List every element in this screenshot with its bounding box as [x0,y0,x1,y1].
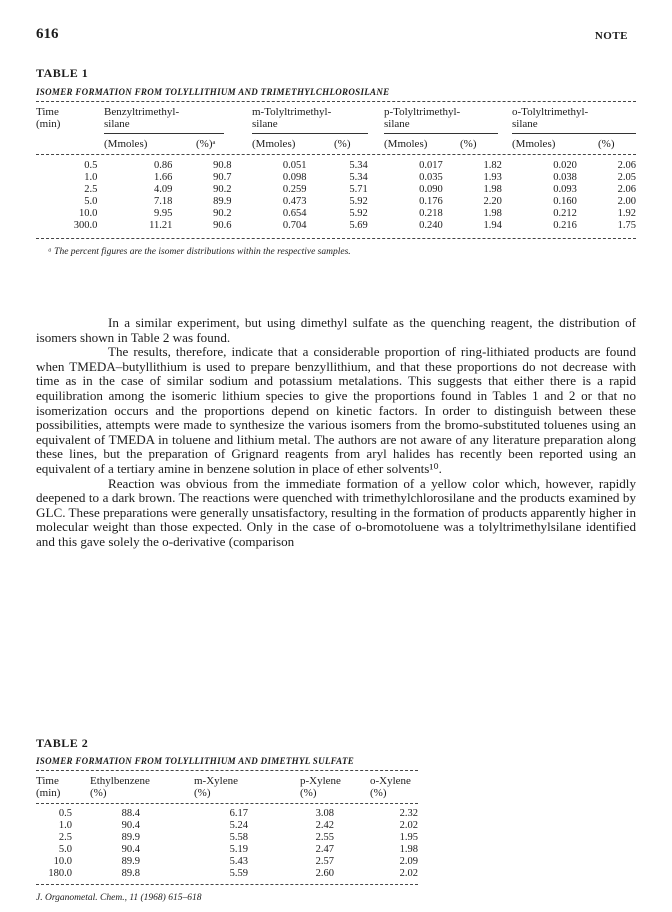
table2-row [36,832,418,844]
table1-cell: 0.160 [553,196,577,207]
table1-sub-mmol-1: (Mmoles) [104,138,148,150]
table2-cell: 90.4 [121,820,140,831]
table1-sub-pct-4: (%) [598,138,615,150]
body-paragraph-1: In a similar experiment, but using dimethyl sulfate as the quenching reagent, the distribution of isomers shown in Table 2 was found. [36,315,636,345]
table2-cell: 5.19 [229,844,248,855]
table1-cell: 0.090 [419,184,443,195]
table1-benzyl-header-line2: silane [104,118,130,130]
table1-row [36,160,636,172]
table1-cell: 0.259 [282,184,307,195]
table2-caption: ISOMER FORMATION FROM TOLYLLITHIUM AND DIMETHYL SULFATE [36,756,355,766]
table1-sub-pct-3: (%) [460,138,477,150]
table1-cell: 90.2 [213,208,232,219]
table1-meta-header-line1: m-Tolyltrimethyl- [252,106,332,118]
table2-cell: 90.4 [121,844,140,855]
table1-cell: 1.66 [153,172,173,183]
table1-cell: 1.98 [483,208,502,219]
table2-label: TABLE 2 [36,736,89,750]
table1-cell: 5.34 [349,172,368,183]
table2-bottom-rule [36,884,418,885]
table2-cell: 89.9 [121,832,140,843]
table1-cell: 0.035 [419,172,443,183]
table1-meta-underline [252,133,368,134]
table1-para-header [384,106,460,130]
table1-bottom-rule [36,238,636,239]
table2-cell: 5.59 [229,868,248,879]
table2-mxylene-header-line2: (%) [194,787,211,799]
table2-mxylene-header-line1: m-Xylene [194,775,238,787]
table2-cell: 88.4 [121,808,140,819]
table1-para-header-line1: p-Tolyltrimethyl- [384,106,461,118]
table1-cell: 2.06 [617,184,636,195]
body-paragraph-3: Reaction was obvious from the immediate formation of a yellow color which, however, rapidly deepened to a dark brown. The reactions were quenched with trimethylchlorosilane and the products examined by GLC. These preparations were generally unsatisfactory, resulting in the formation of products apparently higher in molecular weight than those expected. Only in the case of o-bromotoluene was a tolyltrimethylsilane identified and this gave solely the o-derivative (comparison [36,475,636,549]
table1-cell: 90.7 [213,172,232,183]
table1-para-header-line2: silane [384,118,410,130]
table2-top-rule [36,770,418,771]
table2-oxylene-header-line1: o-Xylene [370,775,411,787]
table2-cell: 1.0 [58,820,72,831]
table2-cell: 3.08 [315,808,334,819]
table2-cell: 2.5 [58,832,72,843]
table1-cell: 1.92 [617,208,636,219]
table1-header-rule [36,154,636,155]
table2-row [36,856,418,868]
table2-header-rule [36,803,418,804]
table2-oxylene-header-line2: (%) [370,787,387,799]
table2-cell: 2.60 [315,868,334,879]
table1-cell: 0.212 [553,208,577,219]
table1-cell: 1.75 [617,220,636,231]
table1-cell: 2.00 [617,196,636,207]
table1-cell: 0.654 [282,208,307,219]
table1-cell: 0.704 [282,220,307,231]
table1-ortho-header [512,106,588,130]
table1-cell: 1.82 [483,160,502,171]
table1-cell: 5.34 [349,160,368,171]
table1-sub-pct-2: (%) [334,138,351,150]
table1-cell: 0.240 [419,220,443,231]
table2-cell: 2.02 [399,868,418,879]
table1-cell: 0.017 [419,160,443,171]
table2-cell: 2.42 [315,820,334,831]
table2-pxylene-header-line2: (%) [300,787,317,799]
table1-cell: 1.0 [84,172,98,183]
table1-cell: 0.176 [419,196,443,207]
table1-body [36,160,636,232]
table1-cell: 0.051 [282,160,307,171]
table2-row [36,844,418,856]
table1-cell: 5.0 [84,196,98,207]
table1-cell: 1.93 [483,172,502,183]
table2-cell: 1.95 [399,832,418,843]
table1-benzyl-header [104,106,179,130]
table2-cell: 2.47 [315,844,334,855]
table2-cell: 10.0 [53,856,72,867]
table1-meta-header [252,106,331,130]
table1-cell: 2.5 [84,184,98,195]
table1-cell: 2.06 [617,160,636,171]
table1-cell: 0.218 [419,208,443,219]
table2-oxylene-header [370,775,411,799]
table1-cell: 0.216 [553,220,577,231]
table2-time-header [36,775,60,799]
table1-benzyl-header-line1: Benzyltrimethyl- [104,106,180,118]
table2-time-header-line2: (min) [36,787,61,799]
table1-cell: 300.0 [73,220,98,231]
journal-citation: J. Organometal. Chem., 11 (1968) 615–618 [36,893,202,903]
table1-row [36,184,636,196]
table1-row [36,208,636,220]
table1-top-rule [36,101,636,102]
table1-cell: 4.09 [153,184,173,195]
table1-cell: 10.0 [78,208,98,219]
table1-cell: 90.6 [213,220,232,231]
table2-cell: 2.09 [399,856,418,867]
table1-cell: 90.8 [213,160,232,171]
table2-cell: 1.98 [399,844,418,855]
table1-time-header-line2: (min) [36,118,61,130]
table2-cell: 2.57 [315,856,334,867]
table2-mxylene-header [194,775,238,799]
table2-cell: 89.8 [121,868,140,879]
table2-row [36,868,418,880]
table2-cell: 2.02 [399,820,418,831]
table2-cell: 2.32 [399,808,418,819]
table1-cell: 5.69 [349,220,368,231]
table2-cell: 5.24 [229,820,248,831]
table1-label: TABLE 1 [36,66,89,80]
table1-footnote: ᵃ The percent figures are the isomer distributions within the respective samples. [48,247,351,257]
table2-pxylene-header-line1: p-Xylene [300,775,341,787]
table2-cell: 5.58 [229,832,248,843]
section-label: NOTE [594,30,628,42]
table1-cell: 1.98 [483,184,502,195]
table1-meta-header-line2: silane [252,118,278,130]
table1-cell: 2.20 [483,196,502,207]
table1-cell: 0.038 [553,172,577,183]
body-text [36,316,636,550]
table1-cell: 9.95 [153,208,173,219]
table2-pxylene-header [300,775,341,799]
table1-cell: 1.94 [483,220,502,231]
table1-cell: 0.5 [84,160,98,171]
table1-caption: ISOMER FORMATION FROM TOLYLLITHIUM AND TRIMETHYLCHLOROSILANE [36,87,390,97]
table1-sub-mmol-3: (Mmoles) [384,138,428,150]
table1-cell: 5.92 [349,208,368,219]
table2-row [36,820,418,832]
table1-cell: 5.71 [349,184,368,195]
table1-cell: 11.21 [149,220,173,231]
page-number: 616 [36,26,59,42]
body-paragraph-2: The results, therefore, indicate that a considerable proportion of ring-lithiated products are found when TMEDA–butyllithium is used to prepare benzyllithium, and that these proportions do not decrease with time as in the case of similar sodium and potassium metalations. This suggests that either there is a rapid equilibration among the isomeric lithium species to give the proportions found in Tables 1 and 2 or that no isomerization occurs and the proportions depend on kinetic factors. In order to distinguish between these possibilities, attempts were made to synthesize the various isomers from the bromo-substituted toluenes using an equivalent of TMEDA in toluene and lithium metal. The authors are not aware of any literature preparation along these lines, but the preparation of Grignard reagents from aryl halides has recently been reported using an equivalent of a tertiary amine in benzene solution in place of ether solvents¹⁰. [36,344,636,476]
table2-cell: 5.43 [229,856,248,867]
table1-time-header [36,106,60,130]
table1-row [36,172,636,184]
table1-cell: 0.098 [282,172,307,183]
table1-sub-mmol-2: (Mmoles) [252,138,296,150]
table1-sub-pct-1: (%)ᵃ [196,138,216,150]
table1-para-underline [384,133,498,134]
table1-cell: 90.2 [213,184,232,195]
table1-cell: 7.18 [153,196,173,207]
table2-cell: 0.5 [58,808,72,819]
table1-benzyl-underline [104,133,224,134]
table2-cell: 180.0 [48,868,72,879]
table2-cell: 5.0 [58,844,72,855]
table2-ethylbenzene-header [90,775,150,799]
table1-time-header-line1: Time [36,106,59,118]
table1-row [36,220,636,232]
table1-cell: 0.473 [282,196,307,207]
table1-cell: 5.92 [349,196,368,207]
table2-row [36,808,418,820]
table2-body [36,808,418,880]
table1-cell: 0.093 [553,184,577,195]
table1-cell: 2.05 [617,172,636,183]
table2-ethylbenzene-header-line1: Ethylbenzene [90,775,150,787]
table1-cell: 0.86 [153,160,173,171]
table2-cell: 6.17 [229,808,248,819]
table1-row [36,196,636,208]
table1-cell: 0.020 [553,160,577,171]
table1-ortho-header-line2: silane [512,118,538,130]
table2-cell: 89.9 [121,856,140,867]
table2-ethylbenzene-header-line2: (%) [90,787,107,799]
table2-cell: 2.55 [315,832,334,843]
table1-cell: 89.9 [213,196,232,207]
table1-ortho-underline [512,133,636,134]
table1-sub-mmol-4: (Mmoles) [512,138,556,150]
table2-time-header-line1: Time [36,775,59,787]
table1-ortho-header-line1: o-Tolyltrimethyl- [512,106,589,118]
